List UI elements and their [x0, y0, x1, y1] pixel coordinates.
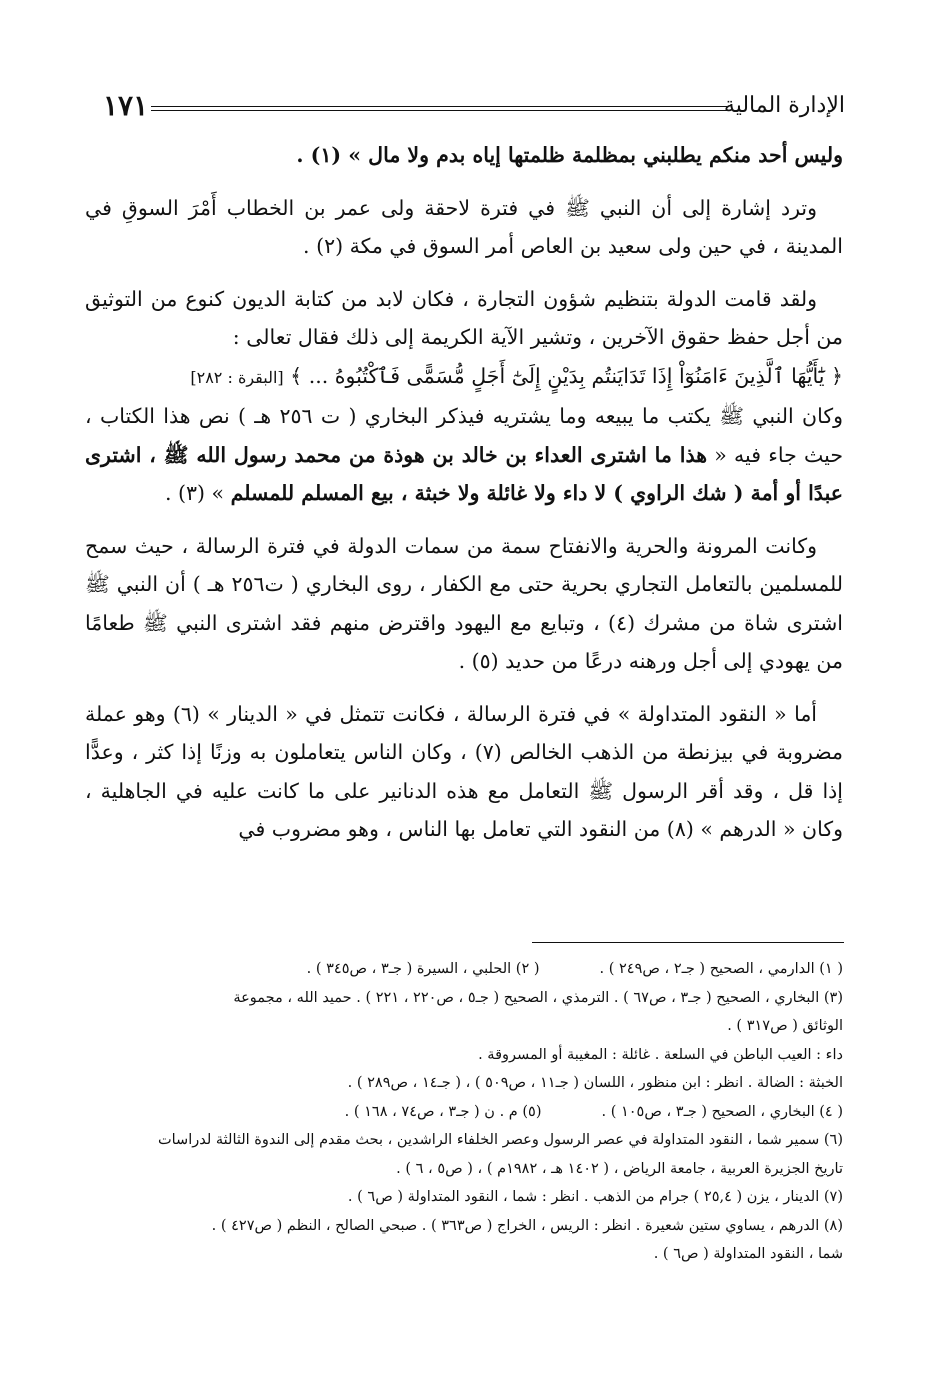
- footnote-4: ( ٤) البخاري ، الصحيح ( جـ٣ ، ص١٠٥ ) .: [601, 1103, 843, 1120]
- paragraph-bukhari-intro: وكان النبي ﷺ يكتب ما يبيعه وما يشتريه فيذكر البخاري ( ت ٢٥٦ هـ ) نص هذا الكتاب ، حيث جاء فيه «: [85, 404, 844, 467]
- footnote-row: [93, 1098, 843, 1127]
- footnote-row: [93, 955, 843, 984]
- footnote-6-cont: تاريخ الجزيرة العربية ، جامعة الرياض ، ( ١٤٠٢ هـ ، ١٩٨٢م ) ، ( ص٥ ، ٦ ) .: [396, 1160, 843, 1177]
- footnote-1: ( ١) الدارمي ، الصحيح ( جـ٢ ، ص٢٤٩ ) .: [599, 961, 843, 977]
- header-title: الإدارة المالية: [723, 93, 845, 118]
- footnote-5: (٥) م . ن ( جـ٣ ، ص٧٤ ، ١٦٨ ) .: [344, 1103, 542, 1120]
- paragraph-debts: [85, 280, 843, 513]
- footnote-2: ( ٢) الحلبي ، السيرة ( جـ٣ ، ص٣٤٥ ) .: [306, 961, 540, 977]
- footnote-8: (٨) الدرهم ، يساوي ستين شعيرة . انظر : الريس ، الخراج ( ص٣٦٣ ) . صبحي الصالح ، النظم ( ص٤٢٧ ) .: [211, 1217, 843, 1234]
- paragraph-debts-text: ولقد قامت الدولة بتنظيم شؤون التجارة ، فكان لابد من كتابة الديون كنوع من التوثيق من أجل حفظ حقوق الآخرين ، وتشير الآية الكريمة إلى ذلك فقال تعالى :: [85, 286, 843, 349]
- footnote-7: (٧) الدينار ، يزن ( ٢٥,٤ ) جرام من الذهب . انظر : شما ، النقود المتداولة ( ص٦ ) .: [347, 1189, 843, 1205]
- footnote-gloss-1: داء : العيب الباطن في السلعة . غائلة : المغيبة أو المسروقة .: [478, 1046, 843, 1063]
- footnote-6: (٦) سمير شما ، النقود المتداولة في عصر الرسول وعصر الخلفاء الراشدين ، بحث مقدم إلى الندوة الثالثة لدراسات: [157, 1132, 843, 1148]
- main-text: [85, 136, 843, 863]
- quran-reference: [البقرة : ٢٨٢]: [190, 367, 284, 387]
- footnote-gloss-2: الخبثة : الضالة . انظر : ابن منظور ، اللسان ( جـ١١ ، ص٥٠٩ ) ، ( جـ١٤ ، ص٢٨٩ ) .: [347, 1075, 843, 1091]
- running-header: [103, 86, 845, 126]
- page-number: ١٧١: [103, 89, 149, 122]
- paragraph-flexibility: وكانت المرونة والحرية والانفتاح سمة من سمات الدولة في فترة الرسالة ، حيث سمح للمسلمين بالتعامل التجاري بحرية حتى مع الكفار ، روى البخاري ( ت٢٥٦ هـ ) أن النبي ﷺ اشترى شاة من مشرك (٤) ، وتبايع مع اليهود واقترض منهم فقد اشترى النبي ﷺ طعامًا من يهودي إلى أجل ورهنه درعًا من حديد (٥) .: [85, 533, 844, 673]
- footnote-separator: [532, 942, 844, 943]
- footnote-3: (٣) البخاري ، الصحيح ( جـ٣ ، ص٦٧ ) . الترمذي ، الصحيح ( جـ٥ ، ص٢٢٠ ، ٢٢١ ) . حميد الله ، مجموعة: [233, 989, 843, 1006]
- contract-text: هذا ما اشترى العداء بن خالد بن هوذة من محمد رسول الله ﷺ ، اشترى عبدًا أو أمة ( شك الراوي ) لا داء ولا غائلة ولا خبثة ، بيع المسلم للمسلم: [85, 442, 843, 505]
- paragraph-quote-end: وليس أحد منكم يطلبني بمظلمة ظلمتها إياه بدم ولا مال » (١) .: [296, 143, 843, 167]
- footnote-3-cont: الوثائق ( ص٣١٧ ) .: [727, 1018, 843, 1034]
- footnote-8-cont: شما ، النقود المتداولة ( ص٦ ) .: [653, 1246, 843, 1262]
- footnotes: [93, 955, 843, 1269]
- paragraph-currency: أما « النقود المتداولة » في فترة الرسالة ، فكانت تتمثل في « الدينار » (٦) وهو عملة مضروبة في بيزنطة من الذهب الخالص (٧) ، وكان الناس يتعاملون به وزنًا إذا كثر ، وعدًّا إذا قل ، وقد أقر الرسول ﷺ التعامل مع هذه الدنانير على ما كانت عليه في الجاهلية ، وكان « الدرهم » (٨) من النقود التي تعامل بها الناس ، وهو مضروب في: [85, 701, 843, 841]
- contract-close: » (٣) .: [164, 481, 231, 505]
- paragraph-market: وترد إشارة إلى أن النبي ﷺ في فترة لاحقة ولى عمر بن الخطاب أَمْرَ السوقِ في المدينة ، في حين ولى سعيد بن العاص أمر السوق في مكة (٢) .: [85, 195, 843, 258]
- header-rule: [151, 106, 727, 111]
- quran-verse: ﴿ يَٰٓأَيُّهَا ٱلَّذِينَ ءَامَنُوٓاْ إِذَا تَدَايَنتُم بِدَيْنٍ إِلَىٰٓ أَجَلٍ مُّسَمًّى فَٱكْتُبُوهُ ... ﴾: [290, 363, 843, 388]
